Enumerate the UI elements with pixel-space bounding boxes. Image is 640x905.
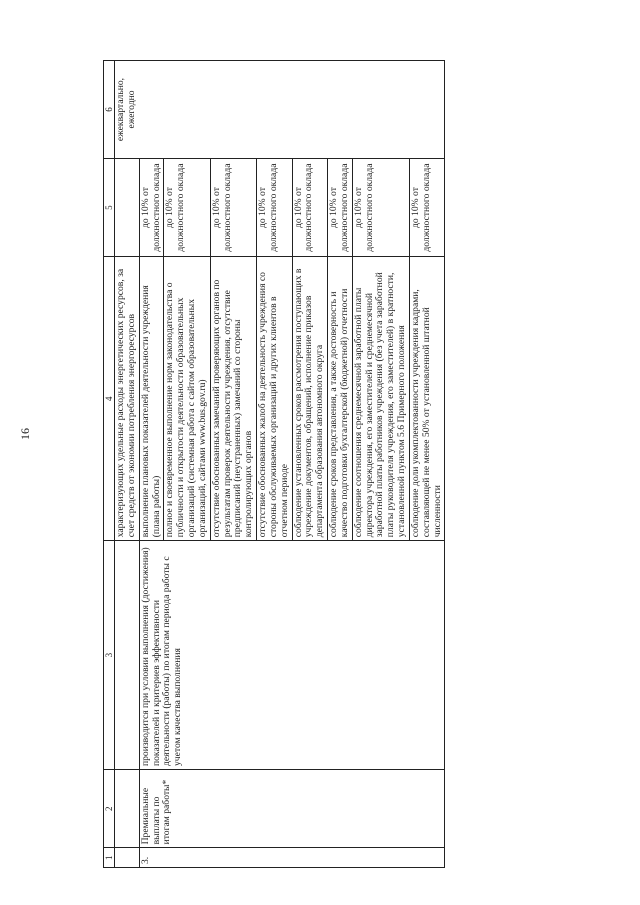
criterion-text: отсутствие обоснованных замечаний проверяющих органов по результатам проверок деятельности учреждения, отсутствие предписаний (неустраненных) замечаний со стороны контролирующих органов (210, 257, 256, 541)
criterion-text: полное и своевременное выполнение норм законодательства о публичности и открытости деятельности образовательных организаций (системная работа с сайтом образовательных организаций, сайтами www.bus.gov.ru) (164, 257, 210, 541)
item-number: 3. (139, 848, 445, 868)
page-number: 16 (18, 428, 32, 440)
payment-frequency: ежеквартально, ежегодно (115, 61, 445, 159)
header-col-5: 5 (104, 159, 115, 257)
criterion-text: отсутствие обоснованных жалоб на деятельность учреждения со стороны обслуживаемых организаций и других клиентов в отчетном периоде (257, 257, 292, 541)
header-col-6: 6 (104, 61, 115, 159)
criterion-text: соблюдение установленных сроков рассмотрения поступающих в учреждение документов, обращений, исполнение приказов департамента образования автономного округа (292, 257, 327, 541)
criterion-amount: до 10% от должностного оклада (164, 159, 210, 257)
criterion-amount: до 10% от должностного оклада (352, 159, 409, 257)
criterion-amount: до 10% от должностного оклада (328, 159, 353, 257)
criterion-row (139, 61, 164, 868)
criterion-amount: до 10% от должностного оклада (292, 159, 327, 257)
criterion-text: соблюдение сроков представления, а также достоверность и качество подготовки бухгалтерской (бюджетной) отчетности (328, 257, 353, 541)
item-condition: производится при условии выполнения (достижения) показателей и критериев эффективности деятельности (работы) по итогам периода работы с учетом качества выполнения (139, 541, 445, 770)
header-col-4: 4 (104, 257, 115, 541)
header-col-1: 1 (104, 848, 115, 868)
bonus-criteria-table (103, 60, 445, 868)
item-name: Премиальные выплаты по итогам работы* (139, 770, 445, 848)
criterion-amount: до 10% от должностного оклада (409, 159, 444, 257)
rotated-page (103, 60, 597, 868)
criterion-text: соблюдение соотношения среднемесячной заработной платы директора учреждения, его заместителей и среднемесячной заработной платы работников учреждения (без учета заработной платы руководителя учреждения, его заместителей) в кратности, установленной пунктом 5.6 Примерного положения (352, 257, 409, 541)
header-row (104, 61, 115, 868)
continuation-row (115, 61, 140, 868)
criterion-amount: до 10% от должностного оклада (257, 159, 292, 257)
criterion-amount: до 10% от должностного оклада (210, 159, 256, 257)
criterion-text: соблюдение доли укомплектованности учреждения кадрами, составляющей не менее 50% от установленной штатной численности (409, 257, 444, 541)
criterion-text: характеризующих удельные расходы энергетических ресурсов, за счет средств от экономии потребления энергоресурсов (115, 257, 140, 541)
header-col-2: 2 (104, 770, 115, 848)
header-col-3: 3 (104, 541, 115, 770)
criterion-amount: до 10% от должностного оклада (139, 159, 164, 257)
criterion-text: выполнение плановых показателей деятельности учреждения (плана работы) (139, 257, 164, 541)
